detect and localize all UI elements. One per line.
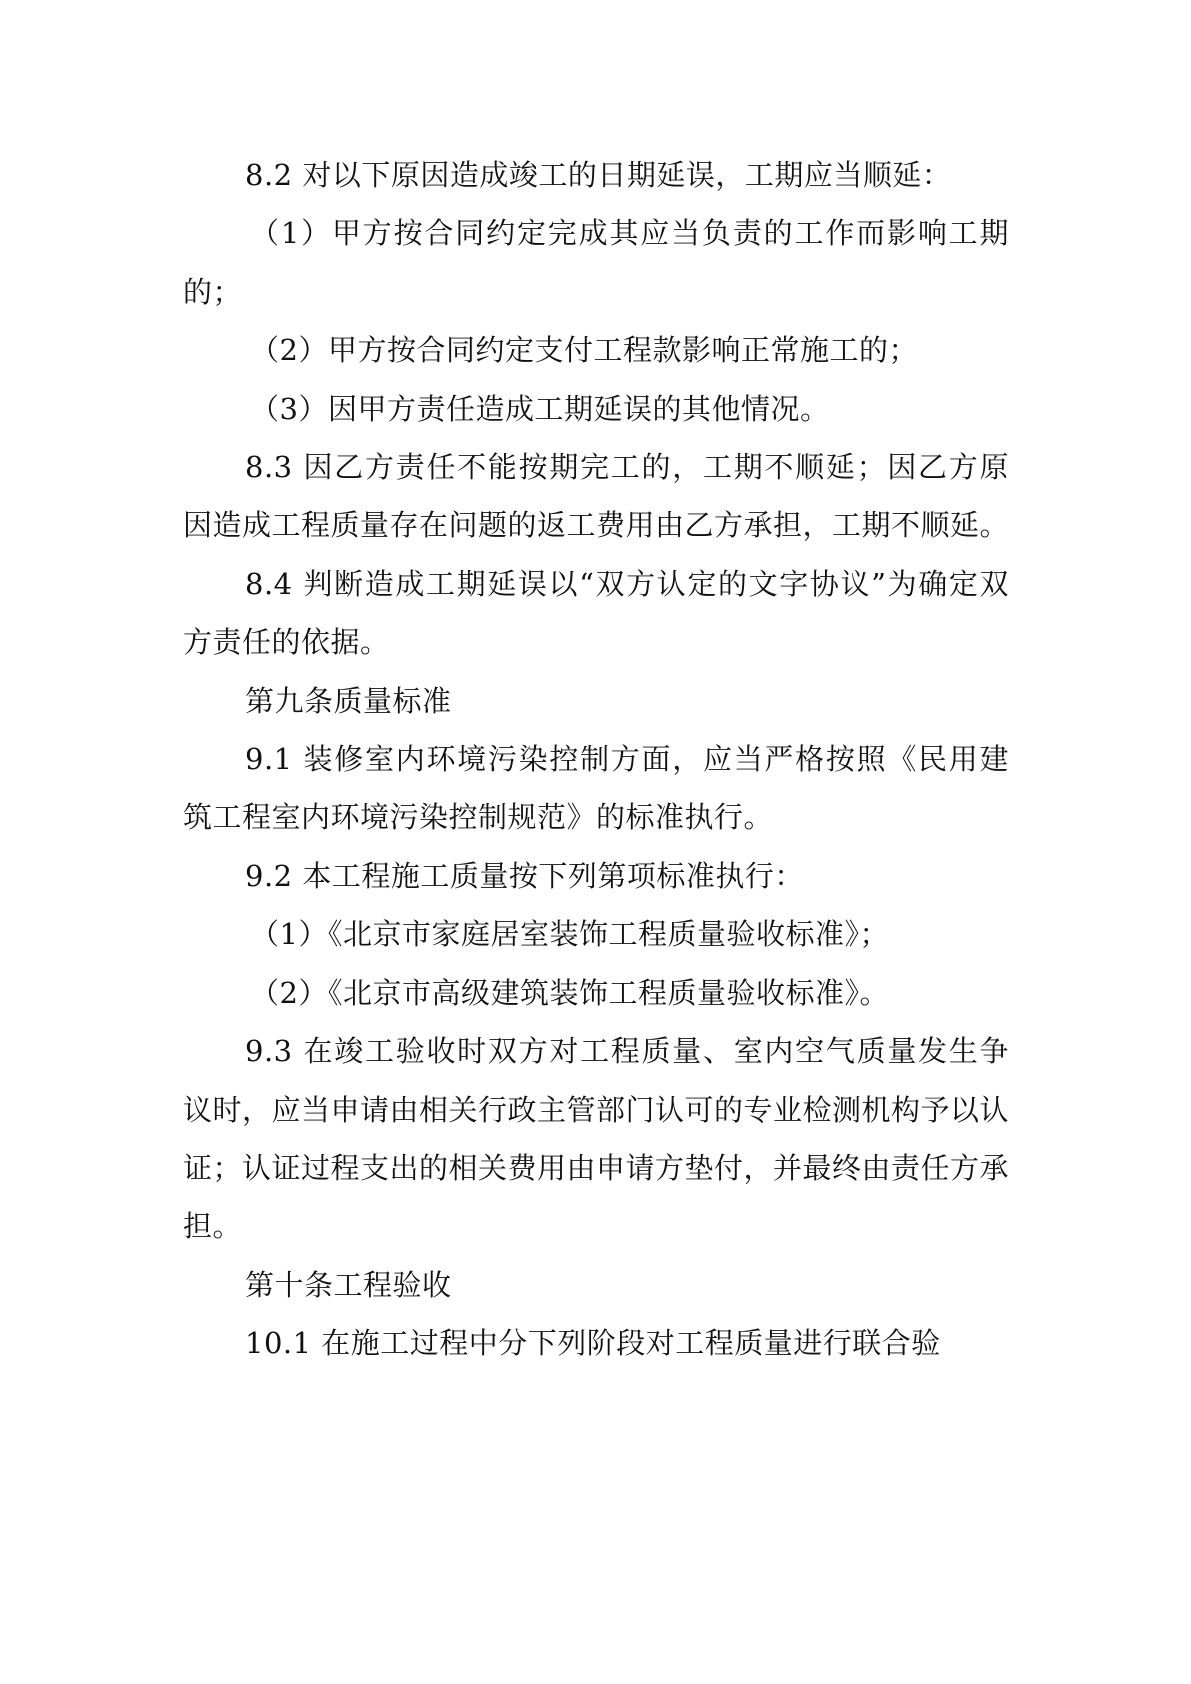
list-item-3: （3）因甲方责任造成工期延误的其他情况。 <box>250 391 830 426</box>
section-heading-10: 第十条工程验收 <box>245 1267 452 1302</box>
document-body <box>183 146 1009 1373</box>
clause-8-2: 8.2 对以下原因造成竣工的日期延误，工期应当顺延： <box>245 158 952 192</box>
section-heading-9: 第九条质量标准 <box>245 683 452 718</box>
list-item-1: （1）甲方按合同约定完成其应当负责的工作而影响工期的； <box>183 216 1009 309</box>
standard-item-1: （1）《北京市家庭居室装饰工程质量验收标准》； <box>250 917 889 952</box>
clause-10-1: 10.1 在施工过程中分下列阶段对工程质量进行联合验 <box>245 1326 941 1361</box>
clause-9-3: 9.3 在竣工验收时双方对工程质量、室内空气质量发生争议时，应当申请由相关行政主管部门认可的专业检测机构予以认证；认证过程支出的相关费用由申请方垫付，并最终由责任方承担。 <box>183 1034 1010 1244</box>
clause-8-4: 8.4 判断造成工期延误以“双方认定的文字协议”为确定双方责任的依据。 <box>183 566 1009 660</box>
clause-9-1: 9.1 装修室内环境污染控制方面，应当严格按照《民用建筑工程室内环境污染控制规范》的标准执行。 <box>183 742 1009 835</box>
clause-8-3: 8.3 因乙方责任不能按期完工的，工期不顺延；因乙方原因造成工程质量存在问题的返工费用由乙方承担，工期不顺延。 <box>183 450 1010 543</box>
clause-9-2: 9.2 本工程施工质量按下列第项标准执行： <box>245 858 804 893</box>
list-item-2: （2）甲方按合同约定支付工程款影响正常施工的； <box>250 333 918 368</box>
standard-item-2: （2）《北京市高级建筑装饰工程质量验收标准》。 <box>250 975 889 1010</box>
